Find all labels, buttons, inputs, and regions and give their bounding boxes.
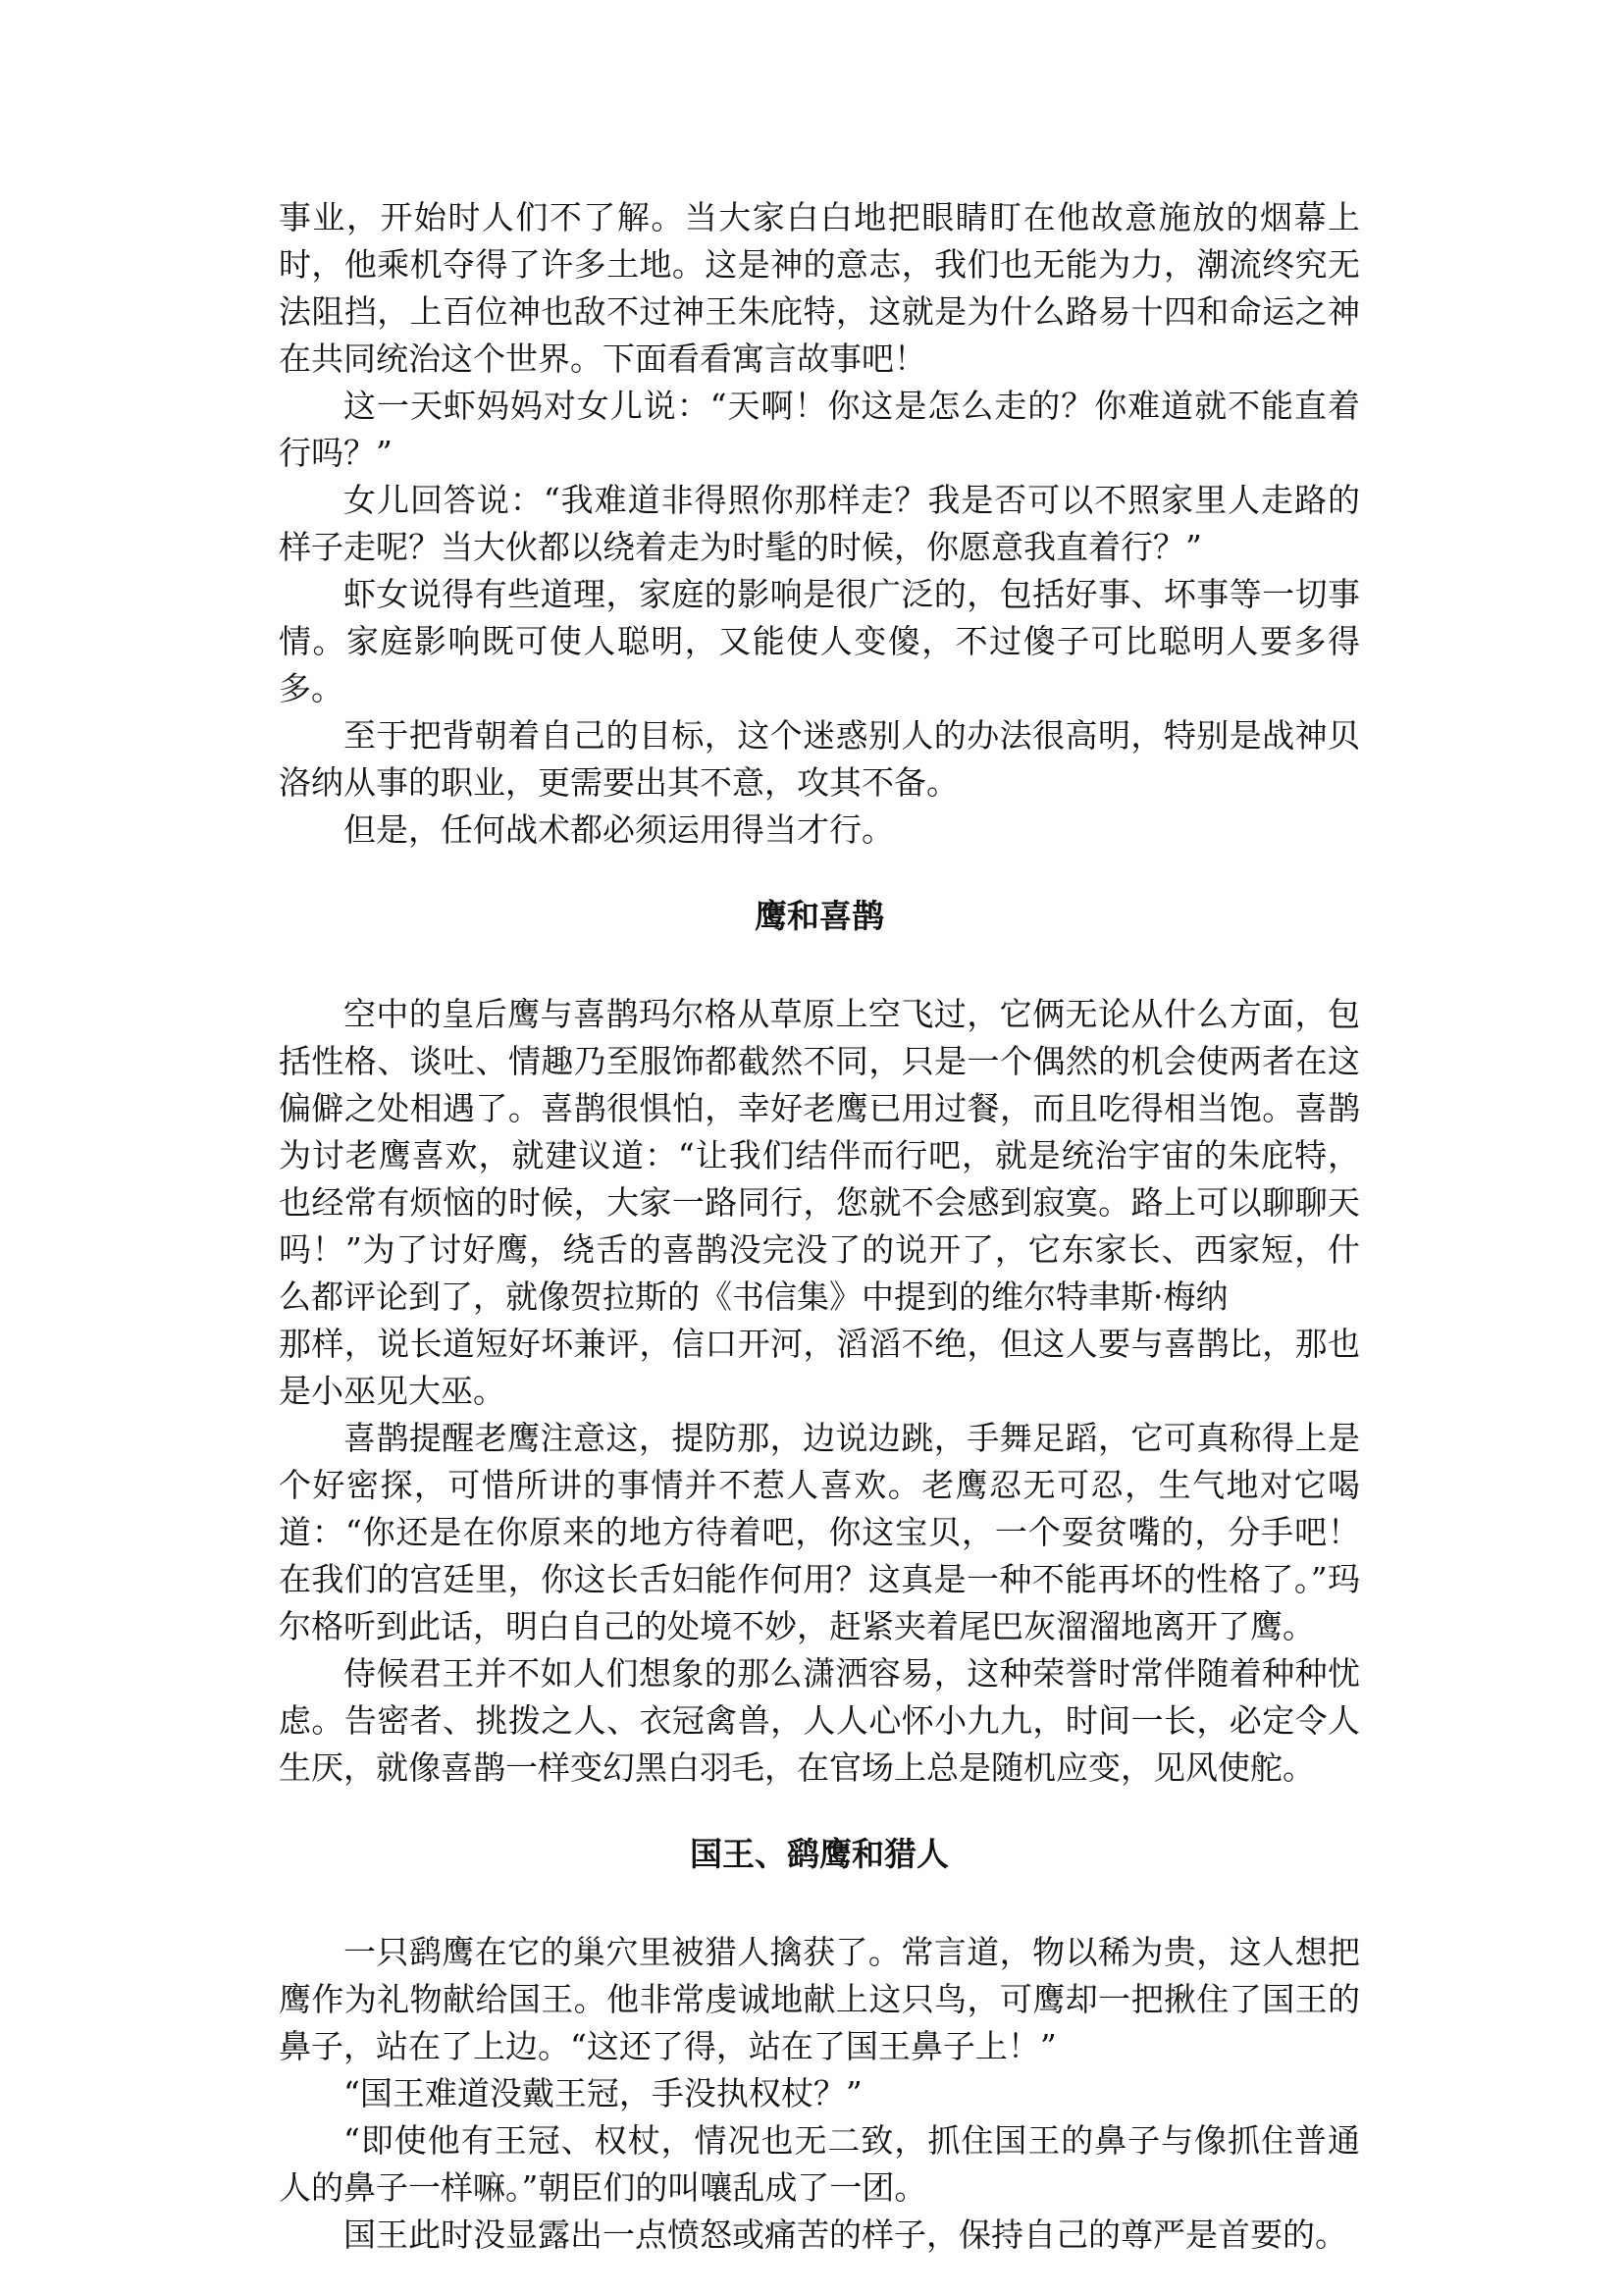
paragraph: 但是，任何战术都必须运用得当才行。 (343, 810, 894, 849)
spacer (279, 940, 1360, 991)
story-king-kite-hunter-section (279, 1929, 1360, 2259)
story-eagle-magpie-section (279, 991, 1360, 1792)
paragraph: 至于把背朝着自己的目标，这个迷惑别人的办法很高明，特别是战神贝洛纳从事的职业，更需要出其不意，攻其不备。 (279, 716, 1360, 802)
paragraph: 这一天虾妈妈对女儿说：“天啊！你这是怎么走的？你难道就不能直着行吗？” (279, 387, 1360, 472)
paragraph: 那样，说长道短好坏兼评，信口开河，滔滔不绝，但这人要与喜鹊比，那也是小巫见大巫。 (279, 1325, 1360, 1410)
paragraph: “即使他有王冠、权杖，情况也无二致，抓住国王的鼻子与像抓住普通人的鼻子一样嘛。”朝臣们的叫嚷乱成了一团。 (279, 2121, 1360, 2207)
spacer (279, 1792, 1360, 1831)
paragraph: “国王难道没戴王冠，手没执权杖？” (343, 2074, 863, 2112)
page-body (279, 194, 1360, 2259)
spacer (279, 1878, 1360, 1929)
section-title-king-kite-hunter: 国王、鹞鹰和猎人 (690, 1835, 949, 1873)
paragraph: 国王此时没显露出一点愤怒或痛苦的样子，保持自己的尊严是首要的。 (343, 2216, 1347, 2254)
paragraph: 虾女说得有些道理，家庭的影响是很广泛的，包括好事、坏事等一切事情。家庭影响既可使人聪明，又能使人变傻，不过傻子可比聪明人要多得多。 (279, 575, 1360, 707)
paragraph: 喜鹊提醒老鹰注意这，提防那，边说边跳，手舞足蹈，它可真称得上是个好密探，可惜所讲的事情并不惹人喜欢。老鹰忍无可忍，生气地对它喝道：“你还是在你原来的地方待着吧，你这宝贝，一个耍贫嘴的，分手吧！在我们的宫廷里，你这长舌妇能作何用？这真是一种不能再坏的性格了。”玛尔格听到此话，明白自己的处境不妙，赶紧夹着尾巴灰溜溜地离开了鹰。 (279, 1419, 1360, 1645)
spacer (279, 854, 1360, 893)
paragraph: 侍候君王并不如人们想象的那么潇洒容易，这种荣誉时常伴随着种种忧虑。告密者、挑拨之人、衣冠禽兽，人人心怀小九九，时间一长，必定令人生厌，就像喜鹊一样变幻黑白羽毛，在官场上总是随机应变，见风使舵。 (279, 1654, 1360, 1787)
paragraph: 事业，开始时人们不了解。当大家白白地把眼睛盯在他故意施放的烟幕上时，他乘机夺得了许多土地。这是神的意志，我们也无能为力，潮流终究无法阻挡，上百位神也敌不过神王朱庇特，这就是为什么路易十四和命运之神在共同统治这个世界。下面看看寓言故事吧！ (279, 198, 1360, 378)
paragraph: 女儿回答说：“我难道非得照你那样走？我是否可以不照家里人走路的样子走呢？当大伙都以绕着走为时髦的时候，你愿意我直着行？” (279, 481, 1360, 566)
paragraph: 一只鹞鹰在它的巢穴里被猎人擒获了。常言道，物以稀为贵，这人想把鹰作为礼物献给国王。他非常虔诚地献上这只鸟，可鹰却一把揪住了国王的鼻子，站在了上边。“这还了得，站在了国王鼻子上！” (279, 1933, 1360, 2065)
section-title-eagle-magpie: 鹰和喜鹊 (755, 897, 884, 935)
paragraph: 空中的皇后鹰与喜鹊玛尔格从草原上空飞过，它俩无论从什么方面，包括性格、谈吐、情趣乃至服饰都截然不同，只是一个偶然的机会使两者在这偏僻之处相遇了。喜鹊很惧怕，幸好老鹰已用过餐，而且吃得相当饱。喜鹊为讨老鹰喜欢，就建议道：“让我们结伴而行吧，就是统治宇宙的朱庇特，也经常有烦恼的时候，大家一路同行，您就不会感到寂寞。路上可以聊聊天吗！”为了讨好鹰，绕舌的喜鹊没完没了的说开了，它东家长、西家短，什么都评论到了，就像贺拉斯的《书信集》中提到的维尔特聿斯·梅纳 (279, 995, 1360, 1316)
story-shrimp-section (279, 194, 1360, 854)
